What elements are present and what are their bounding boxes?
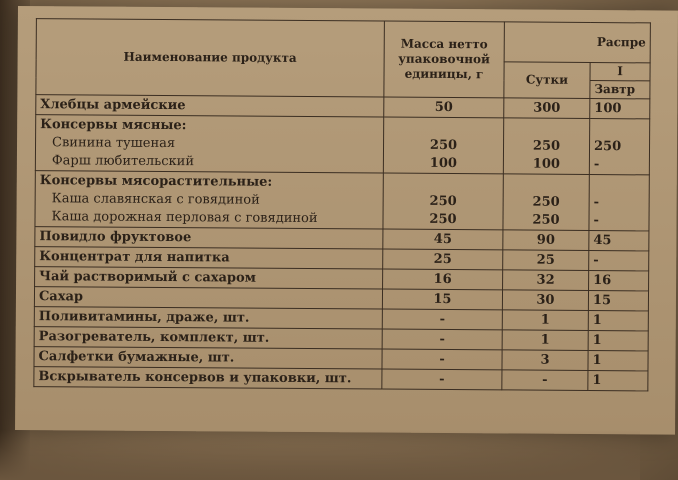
product-item: Каша дорожная перловая с говядиной xyxy=(51,208,318,226)
product-item: Свинина тушеная xyxy=(51,134,176,151)
mass-value: - xyxy=(439,371,445,387)
day-cell xyxy=(503,118,589,175)
spacer xyxy=(508,119,585,138)
breakfast-value: 250 xyxy=(593,138,622,154)
spacer xyxy=(388,118,499,137)
table-row xyxy=(34,367,648,391)
table-row xyxy=(35,171,649,231)
product-name-cell xyxy=(36,95,384,117)
mass-value: - xyxy=(439,311,446,327)
spacer xyxy=(388,174,499,193)
spacer xyxy=(594,120,645,138)
product-name-cell xyxy=(34,367,382,389)
breakfast-cell xyxy=(589,174,649,230)
product-name-cell xyxy=(35,267,383,289)
day-cell xyxy=(502,310,588,331)
day-cell xyxy=(502,350,588,371)
product-group: Вскрыватель консервов и упаковки, шт. xyxy=(38,368,352,386)
day-value: 32 xyxy=(536,272,555,288)
breakfast-value: - xyxy=(593,252,599,268)
day-value: - xyxy=(542,372,548,388)
mass-value: 250 xyxy=(429,137,458,153)
spacer xyxy=(594,176,645,194)
product-item: Каша славянская с говядиной xyxy=(51,190,260,208)
mass-cell xyxy=(382,309,502,330)
product-group: Концентрат для напитка xyxy=(39,248,230,265)
product-name-cell xyxy=(34,327,382,349)
mass-cell xyxy=(382,369,502,390)
mass-value: 250 xyxy=(429,193,457,209)
product-name-cell xyxy=(35,171,383,229)
product-group: Консервы мясорастительные: xyxy=(39,172,273,190)
product-name-cell xyxy=(35,247,383,269)
day-value: 3 xyxy=(540,352,550,368)
breakfast-cell xyxy=(589,230,649,250)
mass-value: 50 xyxy=(434,99,453,115)
table-row xyxy=(35,115,649,175)
day-value: 100 xyxy=(532,156,561,172)
mass-value: - xyxy=(439,351,445,367)
breakfast-value: 16 xyxy=(593,272,612,288)
breakfast-value: 1 xyxy=(592,332,602,348)
day-cell xyxy=(503,270,589,291)
mass-cell xyxy=(382,329,502,350)
day-value: 25 xyxy=(536,252,555,268)
mass-cell xyxy=(383,173,503,230)
product-name-cell xyxy=(35,115,383,173)
product-group: Поливитамины, драже, шт. xyxy=(38,308,250,326)
mass-cell xyxy=(384,97,504,118)
breakfast-cell xyxy=(589,250,649,270)
day-value: 30 xyxy=(536,292,555,308)
mass-cell xyxy=(383,249,503,270)
breakfast-cell xyxy=(589,270,649,290)
product-group: Разогреватель, комплект, шт. xyxy=(38,328,270,346)
header-breakfast-top: I xyxy=(590,62,650,80)
breakfast-value: 15 xyxy=(592,292,612,308)
breakfast-value: - xyxy=(593,156,600,172)
day-cell xyxy=(503,250,589,271)
mass-value: 15 xyxy=(433,291,452,307)
header-distribution: Распре xyxy=(504,22,650,63)
header-day: Сутки xyxy=(504,62,590,99)
day-value: 250 xyxy=(532,212,560,228)
shadow-bottom xyxy=(0,430,640,480)
day-cell xyxy=(503,230,589,251)
breakfast-cell xyxy=(588,350,648,370)
product-name-cell xyxy=(34,347,382,369)
breakfast-cell xyxy=(588,330,648,350)
product-group: Салфетки бумажные, шт. xyxy=(38,348,235,366)
mass-cell xyxy=(382,349,502,370)
header-product-name: Наименование продукта xyxy=(36,19,385,97)
product-group: Сахар xyxy=(38,288,84,304)
mass-value: 16 xyxy=(433,271,452,287)
breakfast-value: - xyxy=(593,212,599,228)
product-name-cell xyxy=(34,287,382,309)
day-cell xyxy=(502,370,588,391)
breakfast-value: - xyxy=(593,194,600,210)
breakfast-cell xyxy=(588,370,648,390)
day-value: 1 xyxy=(540,312,550,328)
mass-value: 45 xyxy=(433,231,452,247)
mass-value: 25 xyxy=(433,251,452,267)
header-breakfast: Завтр xyxy=(590,80,650,98)
ration-table xyxy=(33,18,651,391)
product-group: Повидло фруктовое xyxy=(39,228,192,245)
mass-value: 100 xyxy=(429,155,458,171)
printed-label xyxy=(15,6,678,435)
product-group: Консервы мясные: xyxy=(40,116,187,133)
mass-cell xyxy=(382,289,502,310)
header-net-mass: Масса нетто упаковочной единицы, г xyxy=(384,21,505,98)
breakfast-value: 1 xyxy=(592,352,602,368)
day-value: 90 xyxy=(536,232,555,248)
product-name-cell xyxy=(34,307,382,329)
breakfast-value: 1 xyxy=(592,312,602,328)
mass-cell xyxy=(383,269,503,290)
product-item: Фарш любительский xyxy=(51,152,195,169)
day-cell xyxy=(504,98,590,119)
product-name-cell xyxy=(35,227,383,249)
day-cell xyxy=(502,330,588,351)
mass-value: 250 xyxy=(429,211,457,227)
breakfast-value: 1 xyxy=(592,372,602,388)
breakfast-value: 100 xyxy=(594,100,622,116)
product-group: Чай растворимый с сахаром xyxy=(39,268,257,286)
spacer xyxy=(508,175,585,194)
breakfast-value: 45 xyxy=(593,232,612,248)
breakfast-cell xyxy=(590,98,650,118)
breakfast-cell xyxy=(589,118,649,174)
breakfast-cell xyxy=(588,310,648,330)
mass-cell xyxy=(383,229,503,250)
product-group: Хлебцы армейские xyxy=(40,96,186,113)
day-cell xyxy=(502,290,588,311)
day-value: 250 xyxy=(532,194,560,210)
day-value: 1 xyxy=(540,332,550,348)
mass-value: - xyxy=(439,331,445,347)
mass-cell xyxy=(383,117,503,174)
day-value: 250 xyxy=(532,138,561,154)
day-cell xyxy=(503,174,589,231)
day-value: 300 xyxy=(533,100,561,116)
breakfast-cell xyxy=(588,290,648,310)
